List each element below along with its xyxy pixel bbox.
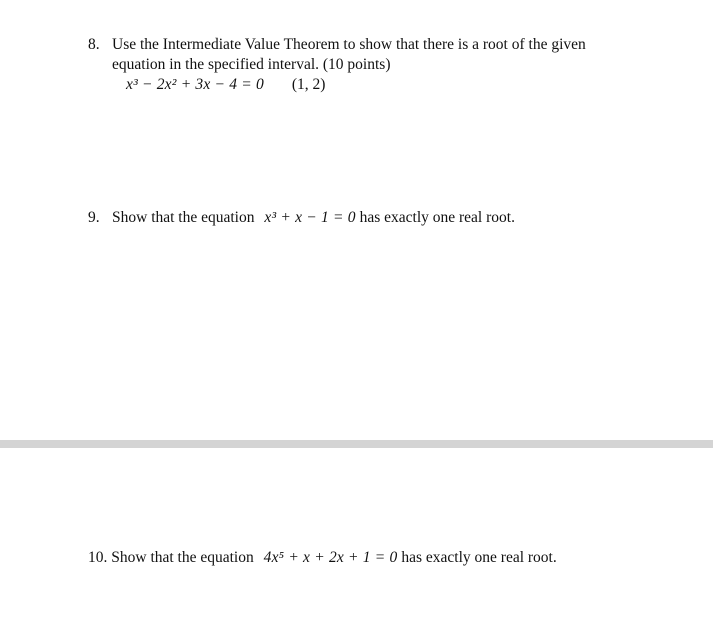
equation: x³ + x − 1 = 0 bbox=[264, 209, 356, 226]
equation: x³ − 2x² + 3x − 4 = 0 bbox=[126, 76, 264, 93]
document-page-2 bbox=[0, 448, 713, 624]
question-8 bbox=[88, 35, 586, 95]
question-number: 10. bbox=[88, 549, 108, 566]
page-separator bbox=[0, 440, 713, 448]
question-text-line-1: Use the Intermediate Value Theorem to show that there is a root of the given bbox=[112, 36, 586, 53]
question-text-before: Show that the equation bbox=[112, 209, 255, 226]
question-number: 9. bbox=[88, 209, 100, 226]
question-text-line-2: equation in the specified interval. (10 points) bbox=[112, 56, 391, 73]
question-text-after: has exactly one real root. bbox=[359, 209, 515, 226]
question-10 bbox=[88, 548, 557, 568]
question-number: 8. bbox=[88, 36, 100, 53]
question-text-after: has exactly one real root. bbox=[401, 549, 557, 566]
equation: 4x⁵ + x + 2x + 1 = 0 bbox=[263, 549, 398, 566]
interval: (1, 2) bbox=[291, 76, 326, 93]
question-text-before: Show that the equation bbox=[111, 549, 254, 566]
question-9 bbox=[88, 208, 515, 228]
